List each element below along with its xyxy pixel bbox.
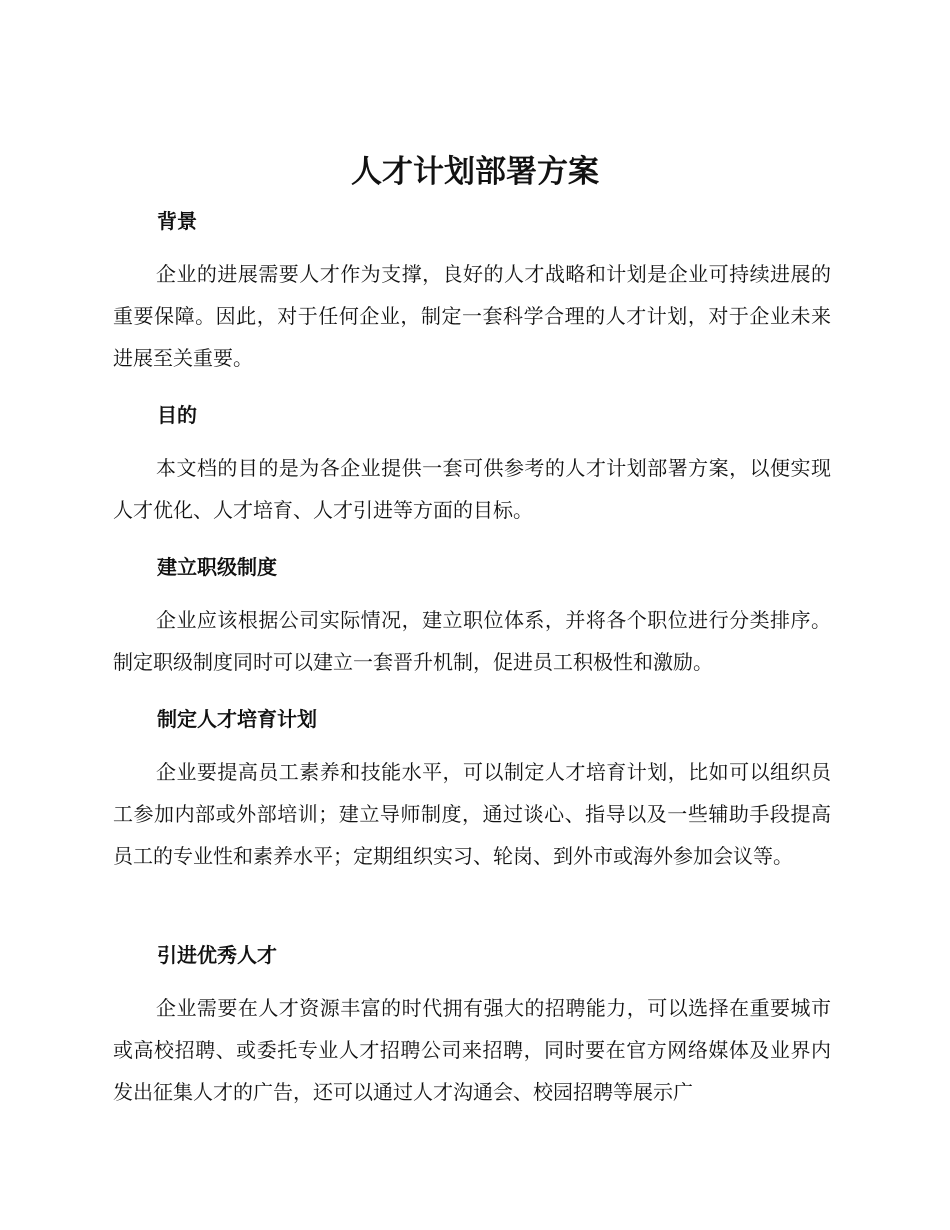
section-body-talent-recruitment: 企业需要在人才资源丰富的时代拥有强大的招聘能力，可以选择在重要城市或高校招聘、或委托专业人才招聘公司来招聘，同时要在官方网络媒体及业界内发出征集人才的广告，还可以通过人才沟通会、校园招聘等展示广 — [113, 996, 831, 1104]
section-heading-background: 背景 — [157, 209, 197, 233]
section-heading-purpose: 目的 — [157, 403, 197, 427]
section-heading-talent-recruitment: 引进优秀人才 — [157, 943, 277, 967]
section-heading-training-plan: 制定人才培育计划 — [157, 707, 317, 731]
section-body-training-plan: 企业要提高员工素养和技能水平，可以制定人才培育计划，比如可以组织员工参加内部或外部培训；建立导师制度，通过谈心、指导以及一些辅助手段提高员工的专业性和素养水平；定期组织实习、轮岗、到外市或海外参加会议等。 — [113, 760, 831, 868]
section-body-background: 企业的进展需要人才作为支撑，良好的人才战略和计划是企业可持续进展的重要保障。因此，对于任何企业，制定一套科学合理的人才计划，对于企业未来进展至关重要。 — [113, 262, 831, 370]
section-heading-rank-system: 建立职级制度 — [157, 555, 277, 579]
section-body-purpose: 本文档的目的是为各企业提供一套可供参考的人才计划部署方案，以便实现人才优化、人才培育、人才引进等方面的目标。 — [113, 456, 831, 522]
document-title: 人才计划部署方案 — [351, 154, 599, 190]
section-body-rank-system: 企业应该根据公司实际情况，建立职位体系，并将各个职位进行分类排序。制定职级制度同时可以建立一套晋升机制，促进员工积极性和激励。 — [113, 608, 831, 674]
